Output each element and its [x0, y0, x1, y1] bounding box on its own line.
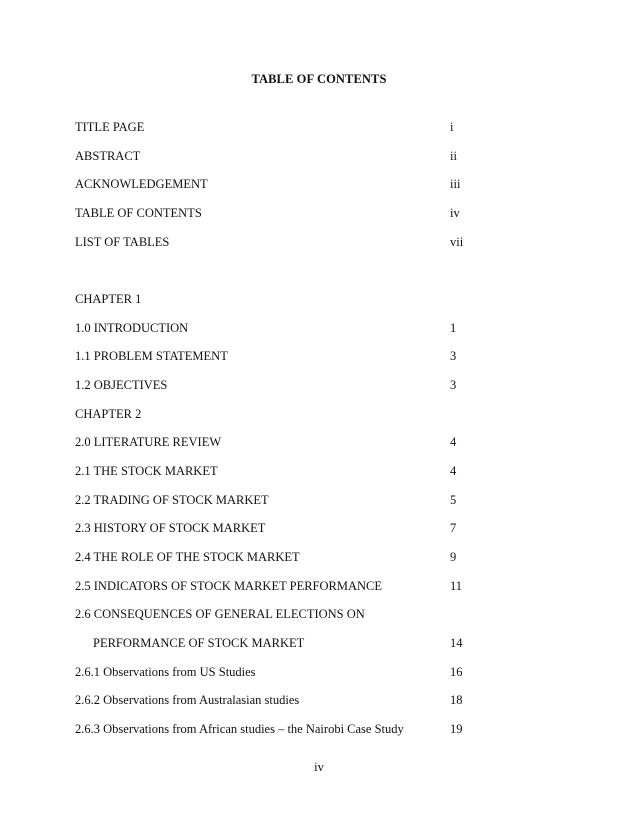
- toc-entry-problem-statement: [75, 347, 495, 365]
- toc-entry-page: 3: [450, 349, 457, 363]
- toc-entry-label: 2.2 TRADING OF STOCK MARKET: [75, 493, 269, 507]
- toc-entry-label: 1.2 OBJECTIVES: [75, 378, 168, 392]
- toc-entry-chapter-2: [75, 405, 495, 423]
- toc-entry-label: 2.5 INDICATORS OF STOCK MARKET PERFORMANCE: [75, 579, 383, 593]
- toc-entry-label: 2.4 THE ROLE OF THE STOCK MARKET: [75, 550, 300, 564]
- toc-entry-label: 1.1 PROBLEM STATEMENT: [75, 349, 228, 363]
- toc-entry-consequences: [75, 605, 495, 623]
- toc-entry-page: 5: [450, 493, 457, 507]
- toc-entry-page: 14: [450, 636, 463, 650]
- toc-entry-page: 3: [450, 378, 457, 392]
- toc-entry-page: 9: [450, 550, 457, 564]
- toc-entry-label: PERFORMANCE OF STOCK MARKET: [93, 636, 305, 650]
- toc-entry-page: iii: [450, 177, 461, 191]
- toc-entry-performance: [75, 634, 495, 652]
- page-number: iv: [314, 760, 324, 774]
- toc-entry-label: 1.0 INTRODUCTION: [75, 321, 189, 335]
- toc-entry-label: LIST OF TABLES: [75, 235, 170, 249]
- toc-entry-chapter-1: [75, 290, 495, 308]
- toc-entry-page: 7: [450, 521, 457, 535]
- toc-entry-objectives: [75, 376, 495, 394]
- toc-entry-label: CHAPTER 1: [75, 292, 142, 306]
- toc-entry-trading: [75, 491, 495, 509]
- toc-entry-literature-review: [75, 433, 495, 451]
- toc-entry-history: [75, 519, 495, 537]
- toc-entry-label: 2.6.3 Observations from African studies – the Nairobi Case Study: [75, 722, 404, 736]
- toc-entry-abstract: [75, 147, 495, 165]
- toc-entry-label: CHAPTER 2: [75, 407, 142, 421]
- toc-entry-page: 4: [450, 435, 457, 449]
- toc-title: TABLE OF CONTENTS: [251, 72, 387, 86]
- toc-entry-acknowledgement: [75, 175, 495, 193]
- toc-entry-page: ii: [450, 149, 457, 163]
- toc-entry-label: TABLE OF CONTENTS: [75, 206, 202, 220]
- toc-entry-us-studies: [75, 663, 495, 681]
- toc-entry-page: 19: [450, 722, 463, 736]
- toc-entry-indicators: [75, 577, 495, 595]
- toc-entry-label: 2.6.2 Observations from Australasian studies: [75, 693, 300, 707]
- toc-entry-label: 2.6 CONSEQUENCES OF GENERAL ELECTIONS ON: [75, 607, 365, 621]
- toc-entry-role: [75, 548, 495, 566]
- toc-entry-title-page: [75, 118, 495, 136]
- toc-entry-label: ABSTRACT: [75, 149, 141, 163]
- toc-entry-label: ACKNOWLEDGEMENT: [75, 177, 208, 191]
- toc-entry-introduction: [75, 319, 495, 337]
- toc-entry-page: 11: [450, 579, 463, 593]
- toc-entry-label: 2.0 LITERATURE REVIEW: [75, 435, 222, 449]
- toc-entry-label: TITLE PAGE: [75, 120, 145, 134]
- toc-entry-african-studies: [75, 720, 495, 738]
- toc-entry-page: vii: [450, 235, 464, 249]
- toc-entry-page: 18: [450, 693, 463, 707]
- toc-entry-page: 1: [450, 321, 457, 335]
- toc-entry-label: 2.1 THE STOCK MARKET: [75, 464, 218, 478]
- toc-entry-table-of-contents: [75, 204, 495, 222]
- toc-entry-page: iv: [450, 206, 460, 220]
- toc-entry-stock-market: [75, 462, 495, 480]
- toc-entry-page: 16: [450, 665, 463, 679]
- toc-entry-label: 2.6.1 Observations from US Studies: [75, 665, 256, 679]
- toc-entry-label: 2.3 HISTORY OF STOCK MARKET: [75, 521, 266, 535]
- toc-entry-page: 4: [450, 464, 457, 478]
- toc-entry-list-of-tables: [75, 233, 495, 251]
- toc-entry-page: i: [450, 120, 454, 134]
- toc-entry-australasian-studies: [75, 691, 495, 709]
